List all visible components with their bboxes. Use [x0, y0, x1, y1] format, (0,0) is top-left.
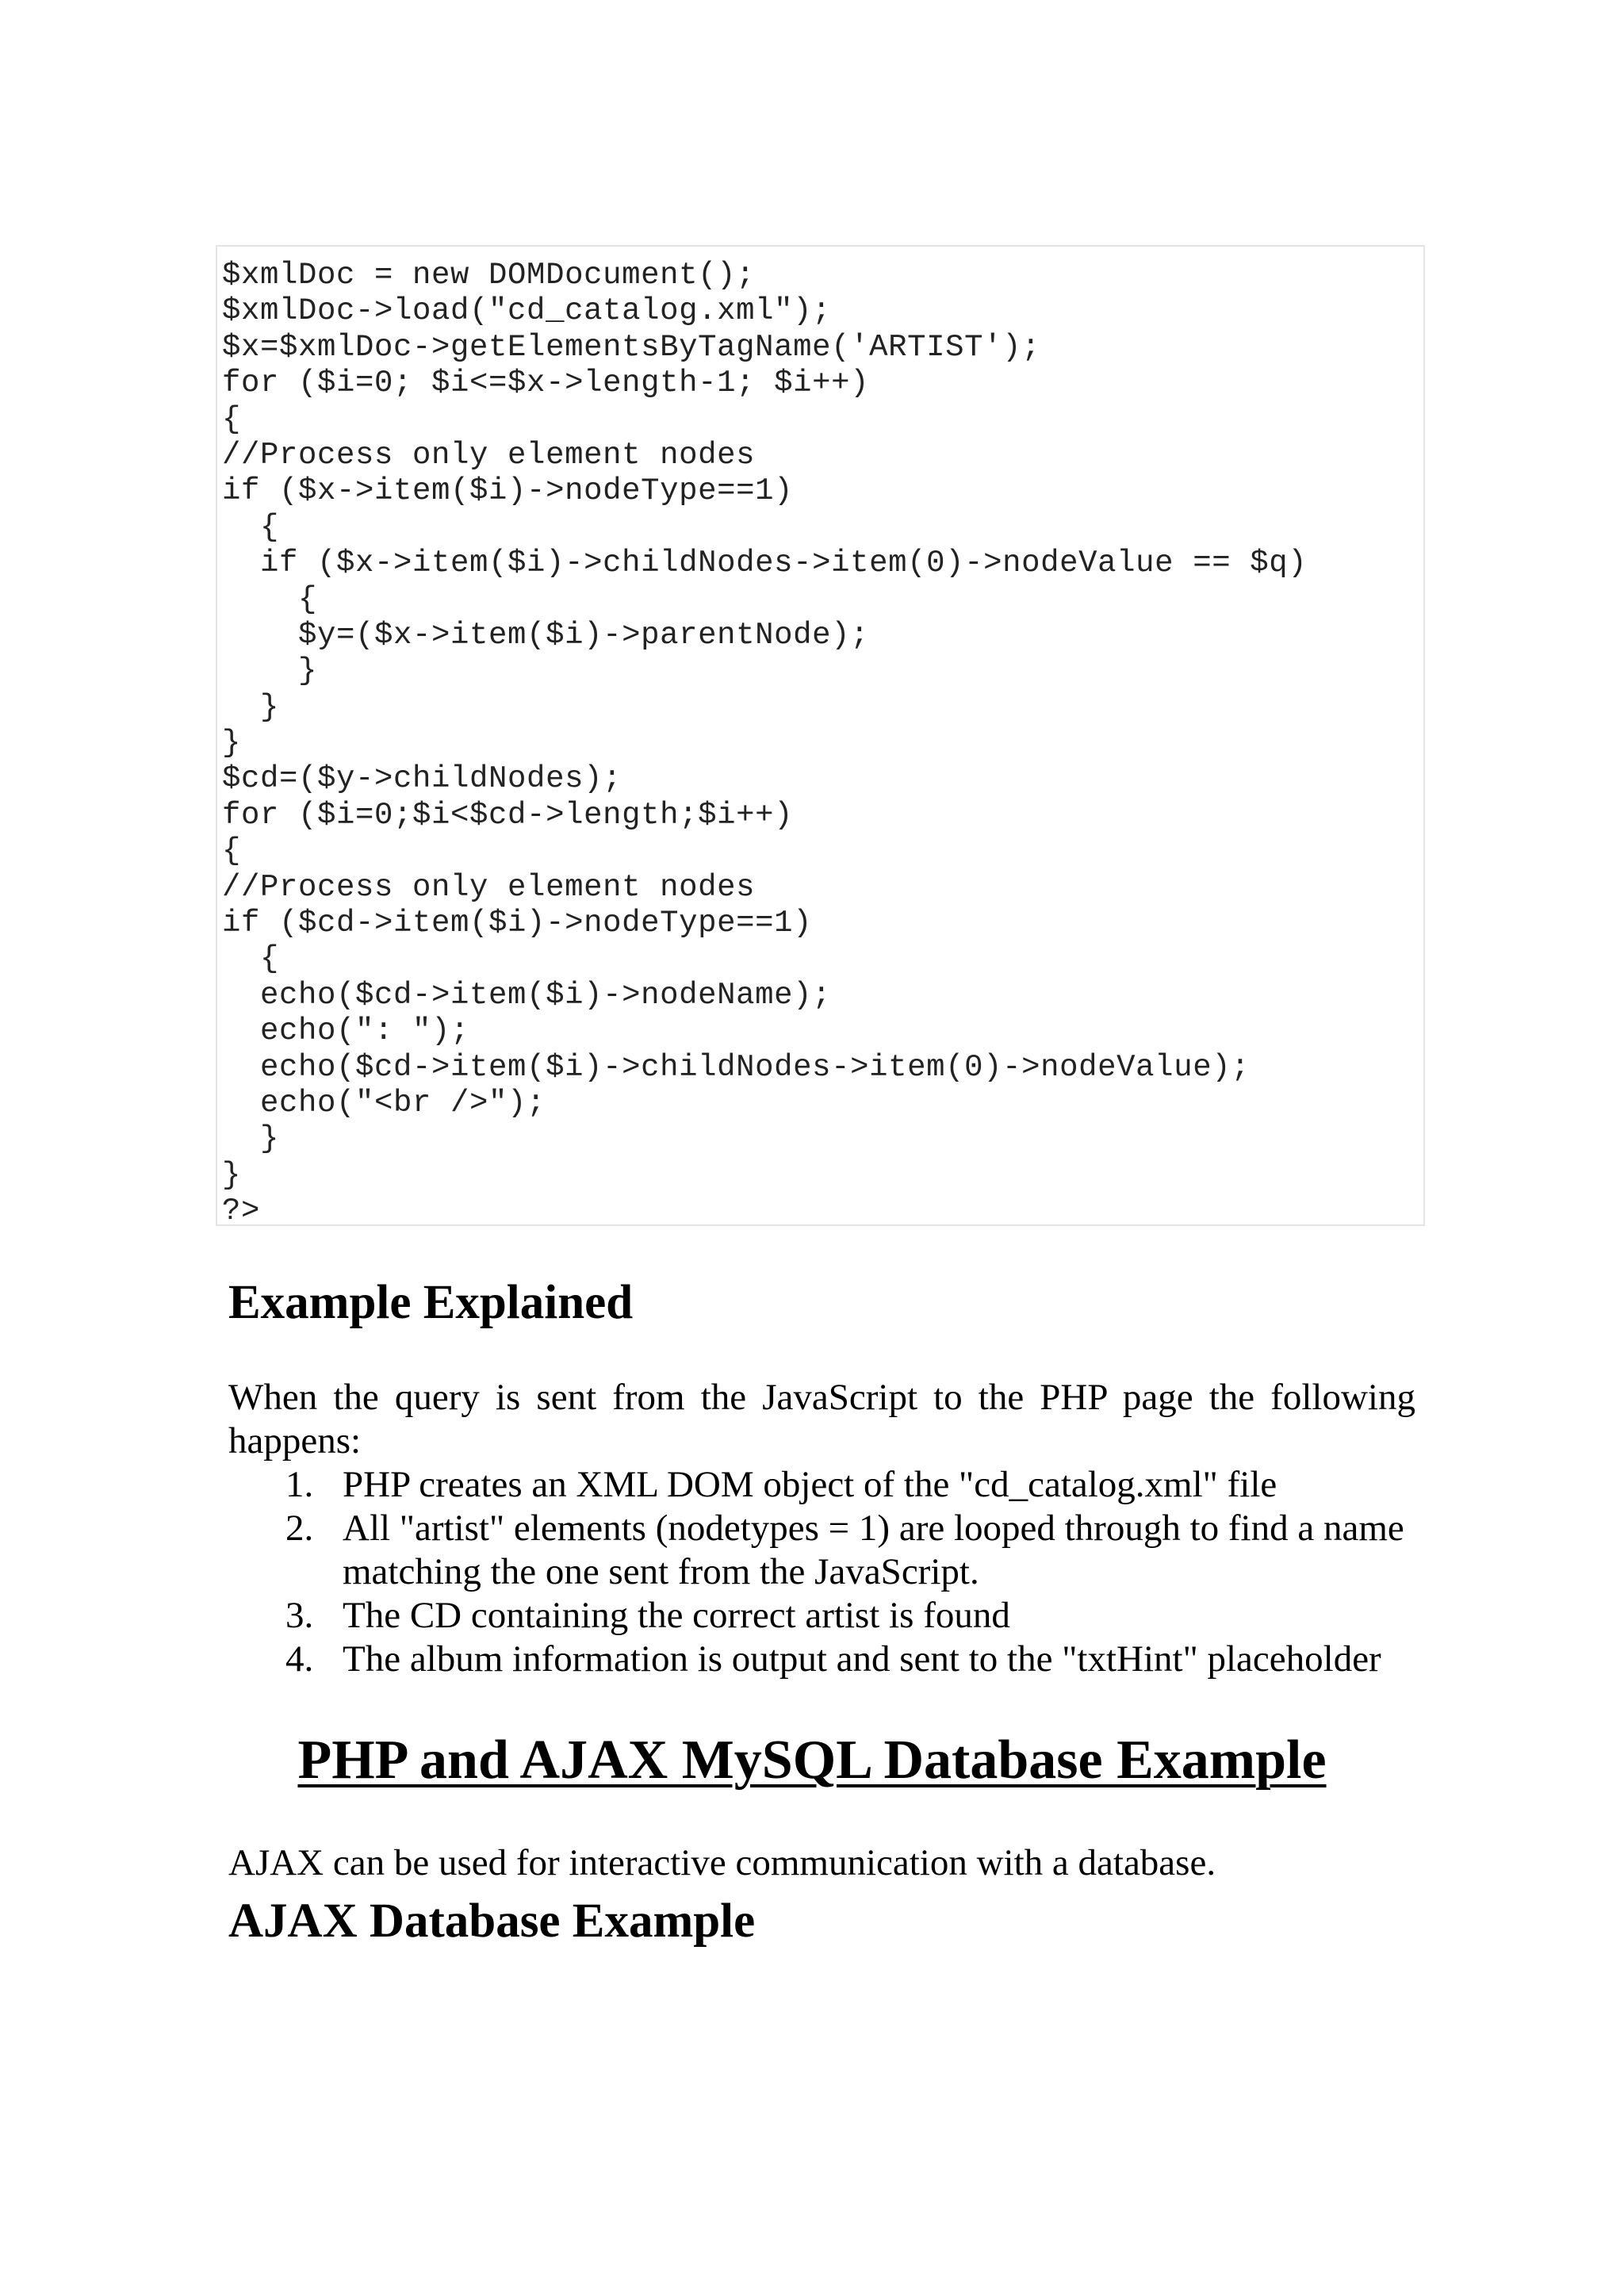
steps-list: [228, 1463, 1418, 1681]
list-item-text: The CD containing the correct artist is found: [343, 1595, 1010, 1636]
code-line: //Process only element nodes: [222, 869, 756, 905]
ajax-paragraph: AJAX can be used for interactive communication with a database.: [228, 1842, 1216, 1883]
list-item: [228, 1463, 1418, 1507]
code-line: $cd=($y->childNodes);: [222, 761, 622, 797]
code-block: [216, 245, 1425, 1229]
code-line: }: [222, 726, 242, 761]
code-line: {: [222, 581, 318, 617]
list-item-text: All "artist" elements (nodetypes = 1) are looped through to find a name matching the one sent from the JavaScript.: [343, 1508, 1404, 1592]
code-line: {: [222, 941, 280, 977]
list-item-text: PHP creates an XML DOM object of the "cd_catalog.xml" file: [343, 1464, 1277, 1505]
code-line: {: [222, 509, 280, 545]
code-line: echo($cd->item($i)->nodeName);: [222, 977, 832, 1013]
code-line: if ($cd->item($i)->nodeType==1): [222, 906, 813, 941]
code-line: if ($x->item($i)->nodeType==1): [222, 473, 794, 509]
code-line: if ($x->item($i)->childNodes->item(0)->nodeValue == $q): [222, 546, 1308, 581]
intro-paragraph: When the query is sent from the JavaScript to the PHP page the following happens:: [228, 1377, 1415, 1462]
code-line: $xmlDoc->load("cd_catalog.xml");: [222, 293, 832, 329]
code-line: ?>: [222, 1193, 261, 1229]
code-line: $x=$xmlDoc->getElementsByTagName('ARTIST');: [222, 329, 1041, 365]
code-line: for ($i=0;$i<$cd->length;$i++): [222, 797, 794, 833]
code-line: echo(": ");: [222, 1013, 470, 1049]
code-line: echo($cd->item($i)->childNodes->item(0)->nodeValue);: [222, 1049, 1251, 1085]
code-line: echo("<br />");: [222, 1085, 546, 1121]
code-line: }: [222, 1157, 242, 1193]
list-number: 3.: [285, 1595, 314, 1636]
code-line: {: [222, 833, 242, 869]
code-line: $y=($x->item($i)->parentNode);: [222, 617, 870, 653]
code-line: $xmlDoc = new DOMDocument();: [222, 258, 756, 293]
ajax-database-example-heading: AJAX Database Example: [228, 1895, 756, 1948]
code-line: }: [222, 689, 280, 725]
code-line: }: [222, 1121, 280, 1157]
list-number: 1.: [285, 1464, 314, 1505]
code-line: {: [222, 401, 242, 437]
list-number: 4.: [285, 1638, 314, 1680]
code-line: for ($i=0; $i<=$x->length-1; $i++): [222, 366, 870, 401]
list-item: [228, 1507, 1418, 1594]
example-explained-heading: Example Explained: [228, 1276, 634, 1329]
list-item-text: The album information is output and sent to the "txtHint" placeholder: [343, 1638, 1381, 1680]
code-line: //Process only element nodes: [222, 437, 756, 473]
php-ajax-mysql-heading: PHP and AJAX MySQL Database Example: [297, 1730, 1327, 1791]
code-line: }: [222, 653, 318, 689]
list-number: 2.: [285, 1508, 314, 1549]
list-item: [228, 1594, 1418, 1638]
list-item: [228, 1638, 1418, 1681]
